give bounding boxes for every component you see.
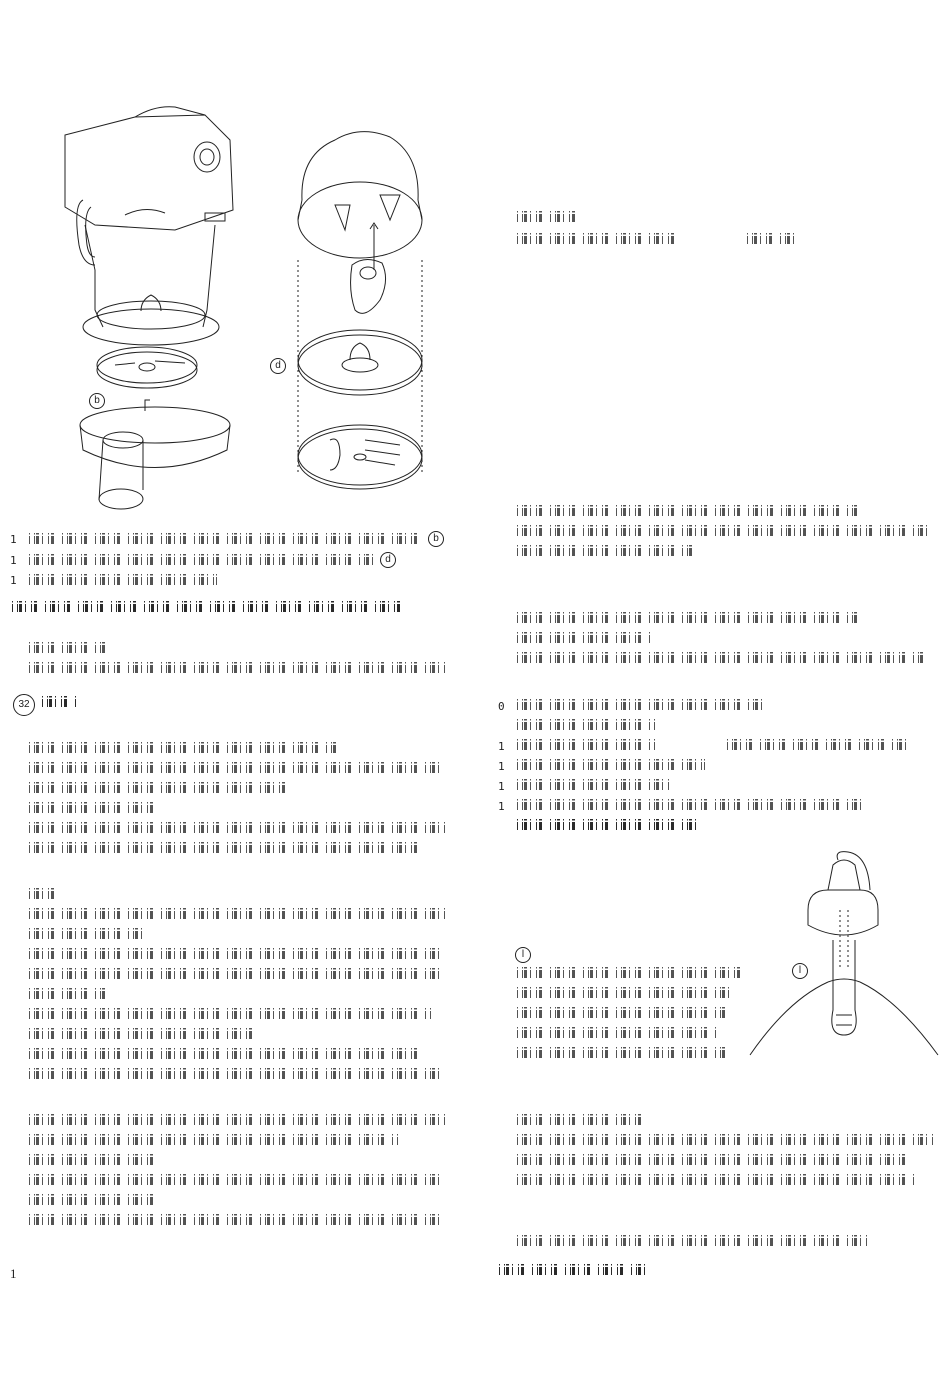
blender-jug-illustration bbox=[748, 850, 940, 1060]
text-line bbox=[515, 719, 655, 731]
text-line bbox=[27, 662, 445, 674]
list-number: 1 bbox=[10, 574, 17, 587]
text-line bbox=[515, 652, 925, 664]
step-number: 1 bbox=[498, 800, 505, 813]
callout-l-figure-3: l bbox=[792, 963, 808, 979]
text-line bbox=[515, 1174, 915, 1186]
text-line bbox=[515, 799, 865, 811]
text-line bbox=[27, 1214, 439, 1226]
food-processor-illustration bbox=[55, 95, 295, 515]
text-line bbox=[515, 1134, 935, 1146]
text-line bbox=[515, 967, 745, 979]
text-line bbox=[515, 612, 860, 624]
text-line bbox=[515, 1007, 725, 1019]
inline-marker-l: l bbox=[515, 947, 531, 963]
text-line bbox=[27, 1154, 157, 1166]
text-line bbox=[27, 554, 377, 566]
callout-b-figure-1: b bbox=[89, 393, 105, 409]
text-line bbox=[27, 1008, 432, 1020]
text-line bbox=[27, 642, 107, 654]
text-line bbox=[27, 1048, 421, 1060]
text-line bbox=[27, 908, 445, 920]
closing-heading bbox=[497, 1264, 649, 1280]
text-line bbox=[27, 762, 439, 774]
text-line bbox=[515, 233, 675, 245]
subsection-heading bbox=[40, 696, 78, 712]
text-line bbox=[725, 739, 910, 751]
bold-line bbox=[515, 819, 697, 835]
text-line bbox=[27, 988, 107, 1000]
exploded-assembly-illustration bbox=[290, 125, 430, 500]
text-line bbox=[27, 948, 439, 960]
inline-marker-d: d bbox=[380, 552, 396, 568]
text-line bbox=[515, 987, 730, 999]
callout-d-figure-2: d bbox=[270, 358, 286, 374]
text-line bbox=[27, 533, 425, 545]
text-line bbox=[515, 505, 860, 517]
text-line bbox=[27, 968, 442, 980]
step-number: 1 bbox=[498, 760, 505, 773]
inline-marker-b: b bbox=[428, 531, 444, 547]
text-line bbox=[27, 574, 217, 586]
text-line bbox=[745, 233, 797, 245]
text-line bbox=[27, 1174, 439, 1186]
text-line bbox=[27, 1134, 399, 1146]
text-line bbox=[515, 739, 655, 751]
list-number: 1 bbox=[10, 554, 17, 567]
text-line bbox=[515, 545, 693, 557]
text-line bbox=[515, 699, 765, 711]
page-number: 1 bbox=[10, 1266, 17, 1281]
text-line bbox=[27, 822, 445, 834]
text-line bbox=[515, 632, 650, 644]
text-line bbox=[515, 1027, 720, 1039]
text-line bbox=[27, 928, 145, 940]
text-line bbox=[27, 802, 157, 814]
list-number: 1 bbox=[10, 533, 17, 546]
section-number-badge: 32 bbox=[13, 694, 35, 716]
text-line bbox=[27, 1194, 157, 1206]
text-line bbox=[27, 782, 289, 794]
text-line bbox=[27, 842, 419, 854]
text-line bbox=[515, 211, 575, 223]
text-line bbox=[27, 1068, 439, 1080]
text-line bbox=[515, 779, 670, 791]
text-line bbox=[515, 525, 930, 537]
text-line bbox=[27, 888, 59, 900]
text-line bbox=[515, 1047, 727, 1059]
text-line bbox=[515, 1114, 645, 1126]
text-line bbox=[515, 759, 705, 771]
step-number: 0 bbox=[498, 700, 505, 713]
step-number: 1 bbox=[498, 780, 505, 793]
text-line bbox=[27, 1114, 445, 1126]
text-line bbox=[27, 742, 339, 754]
text-line bbox=[27, 1028, 252, 1040]
text-line bbox=[515, 1154, 913, 1166]
text-line bbox=[515, 1235, 867, 1247]
step-number: 1 bbox=[498, 740, 505, 753]
section-heading bbox=[10, 601, 405, 617]
